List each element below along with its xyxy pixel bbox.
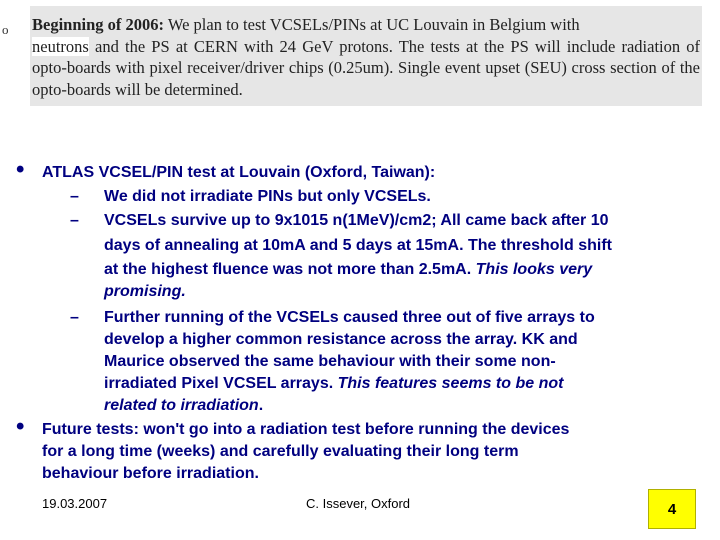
- clip-text: [32, 14, 700, 100]
- sub-3-line-1: Further running of the VCSELs caused three out of five arrays to: [104, 309, 595, 326]
- sub-3-line-2: develop a higher common resistance across the array. KK and: [104, 331, 578, 348]
- bullet-2-line-1: Future tests: won't go into a radiation test before running the devices: [42, 421, 570, 438]
- sub-3-line-4: [104, 373, 563, 395]
- clip-line-2: neutrons: [32, 36, 89, 56]
- sub-2-line-3: [104, 259, 592, 281]
- footer-date: 19.03.2007: [42, 496, 108, 511]
- sub-3-emphasis-1: This features seems to be not: [337, 375, 564, 392]
- sub-2-line-1: VCSELs survive up to 9x1015 n(1MeV)/cm2; All came back after 10: [104, 212, 609, 229]
- clip-heading: Beginning of 2006:: [32, 15, 165, 34]
- sub-2-line-3-text: at the highest fluence was not more than 2.5mA.: [104, 261, 472, 278]
- document-clipping: [2, 6, 702, 106]
- page-number-badge: 4: [648, 489, 696, 529]
- sub-2-line-2: days of annealing at 10mA and 5 days at 15mA. The threshold shift: [104, 237, 612, 254]
- sub-3-line-5: [104, 395, 263, 417]
- footer-author: C. Issever, Oxford: [306, 496, 411, 511]
- bullet-dot-1: •: [16, 156, 25, 183]
- clip-line-1: We plan to test VCSELs/PINs at UC Louvain in Belgium with: [167, 15, 580, 34]
- clip-bullet-marker: o: [2, 22, 9, 37]
- clip-box: [30, 6, 702, 106]
- clip-line-3: and the PS at CERN with 24 GeV protons. The tests at the PS will include: [95, 36, 616, 56]
- sub-2-line-4: [104, 281, 186, 303]
- sub-1-line-1: We did not irradiate PINs but only VCSELs.: [104, 188, 431, 205]
- sub-2-emphasis-1: This looks very: [475, 261, 593, 278]
- dash-3: –: [70, 309, 79, 326]
- sub-3-tail: .: [258, 397, 264, 414]
- sub-3-emphasis-2: related to irradiation: [104, 397, 259, 414]
- bullet-1-title: ATLAS VCSEL/PIN test at Louvain (Oxford, Taiwan):: [42, 164, 436, 181]
- dash-1: –: [70, 188, 79, 205]
- sub-2-emphasis-2: promising.: [104, 283, 186, 300]
- sub-3-line-3: Maurice observed the same behaviour with their some non-: [104, 353, 556, 370]
- clip-line-4: radiation of opto-boards with pixel receiver/driver chips (0.25um). Single event upset: [32, 36, 701, 77]
- sub-3-line-4-text: irradiated Pixel VCSEL arrays.: [104, 375, 334, 392]
- bullet-2-line-2: for a long time (weeks) and carefully evaluating their long term: [42, 443, 519, 460]
- clip-line-5: (SEU) cross section of the opto-boards will be determined.: [32, 58, 700, 99]
- bullet-2-line-3: behaviour before irradiation.: [42, 465, 259, 482]
- dash-2: –: [70, 212, 79, 229]
- bullet-dot-2: •: [16, 413, 25, 440]
